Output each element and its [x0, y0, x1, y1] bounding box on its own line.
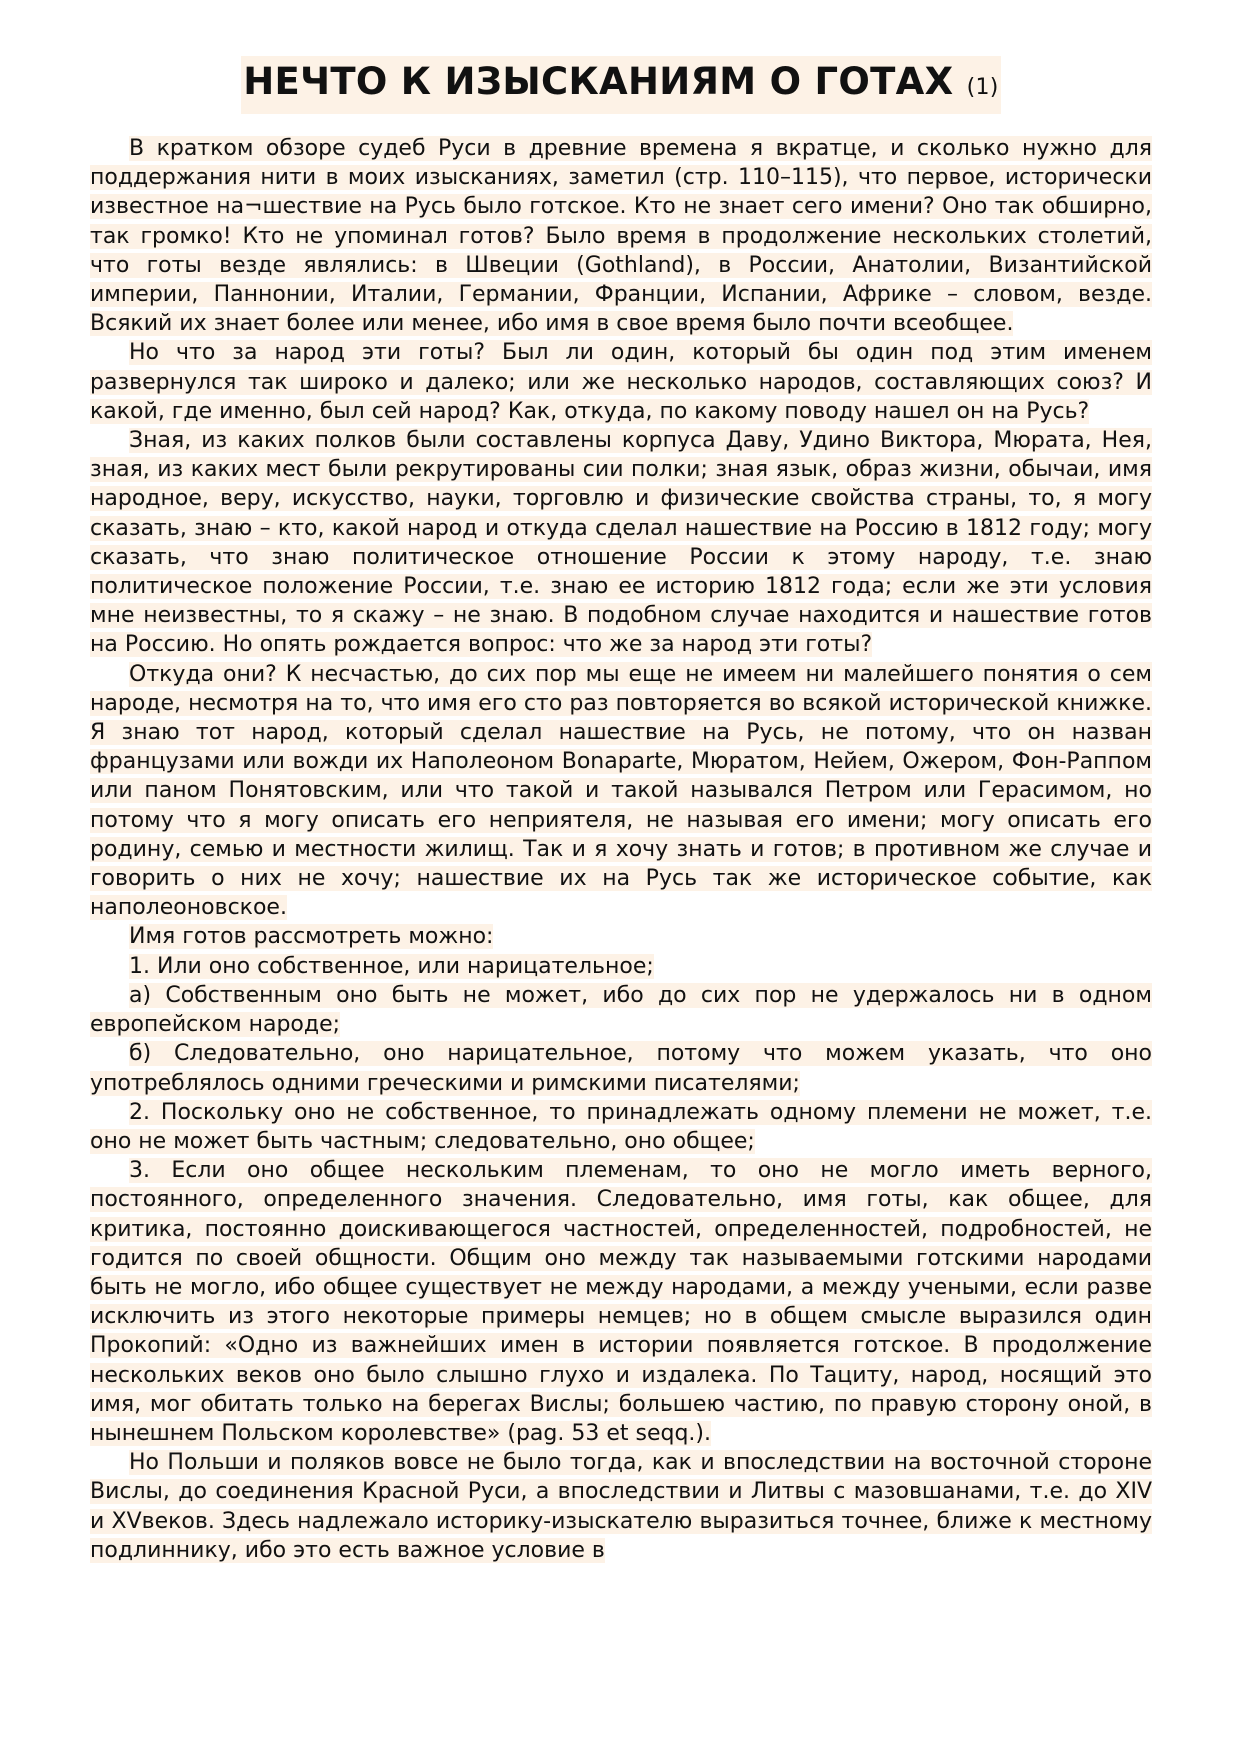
list-item: 1. Или оно собственное, или нарицательное; — [129, 953, 654, 979]
title-block — [90, 56, 1152, 114]
title-text: НЕЧТО К ИЗЫСКАНИЯМ О ГОТАХ — [243, 60, 954, 103]
list-item: 3. Если оно общее нескольким племенам, то оно не могло иметь верного, постоянного, определенного значения. Следовательно, имя готы, как общее, для критика, постоянно доискивающегося частностей, определенностей, подробностей, не годится по своей общности. Общим оно между так называемыми готскими народами быть не могло, ибо общее существует не между народами, а между учеными, если разве исключить из этого некоторые примеры немцев; но в общем смысле выразился один Прокопий: «Одно из важнейших имен в истории появляется готское. В продолжение нескольких веков оно было слышно глухо и издалека. По Тациту, народ, носящий это имя, мог обитать только на берегах Вислы; большею частию, по правую сторону оной, в нынешнем Польском королевстве» (pag. 53 et seqq.). — [90, 1158, 1152, 1446]
page-title — [241, 56, 1000, 114]
paragraph: В кратком обзоре судеб Руси в древние времена я вкратце, и сколько нужно для поддержания нити в моих изысканиях, заметил (стр. 110–115), что первое, исторически известное на¬шествие на Русь было готское. Кто не знает сего имени? Оно так обширно, так громко! Кто не упоминал готов? Было время в продолжение нескольких столетий, что готы везде являлись: в Швеции (Gothland), в России, Анатолии, Византийской империи, Паннонии, Италии, Германии, Франции, Испании, Африке – словом, везде. Всякий их знает более или менее, ибо имя в свое время было почти всеобщее. — [90, 136, 1152, 337]
list-item: 2. Поскольку оно не собственное, то принадлежать одному племени не может, т.е. оно не может быть частным; следовательно, оно общее; — [90, 1099, 1152, 1154]
paragraph: Зная, из каких полков были составлены корпуса Даву, Удино Виктора, Мюрата, Нея, зная, из каких мест были рекрутированы сии полки; зная язык, образ жизни, обычаи, имя народное, веру, искусство, науки, торговлю и физические свойства страны, то, я могу сказать, знаю – кто, какой народ и откуда сделал нашествие на Россию в 1812 году; могу сказать, что знаю политическое отношение России к этому народу, т.е. знаю политическое положение России, т.е. знаю ее историю 1812 года; если же эти условия мне неизвестны, то я скажу – не знаю. В подобном случае находится и нашествие готов на Россию. Но опять рождается вопрос: что же за народ эти готы? — [90, 428, 1152, 658]
paragraph: Имя готов рассмотреть можно: — [129, 924, 494, 950]
paragraph: Но что за народ эти готы? Был ли один, который бы один под этим именем развернулся так широко и далеко; или же несколько народов, составляющих союз? И какой, где именно, был сей народ? Как, откуда, по какому поводу нашел он на Русь? — [90, 340, 1152, 424]
article-body — [90, 134, 1152, 1565]
document-page — [90, 56, 1152, 1565]
list-item: б) Следовательно, оно нарицательное, потому что можем указать, что оно употреблялось одними греческими и римскими писателями; — [90, 1041, 1152, 1096]
paragraph: Откуда они? К несчастью, до сих пор мы еще не имеем ни малейшего понятия о сем народе, несмотря на то, что имя его сто раз повторяется во всякой исторической книжке. Я знаю тот народ, который сделал нашествие на Русь, не потому, что он назван французами или вожди их Наполеоном Bonaparte, Мюратом, Нейем, Ожером, Фон-Раппом или паном Понятовским, или что такой и такой назывался Петром или Герасимом, но потому что я могу описать его неприятеля, не называя его имени; могу описать его родину, семью и местности жилищ. Так и я хочу знать и готов; в противном же случае и говорить о них не хочу; нашествие их на Русь так же историческое событие, как наполеоновское. — [90, 661, 1152, 921]
footnote-marker: (1) — [966, 75, 999, 100]
paragraph: Но Польши и поляков вовсе не было тогда, как и впоследствии на восточной стороне Вислы, до соединения Красной Руси, а впоследствии и Литвы с мазовшанами, т.е. до XIV и XVвеков. Здесь надлежало историку-изыскателю выразиться точнее, ближе к местному подлиннику, ибо это есть важное условие в — [90, 1450, 1152, 1563]
list-item: а) Собственным оно быть не может, ибо до сих пор не удержалось ни в одном европейском народе; — [90, 982, 1152, 1038]
